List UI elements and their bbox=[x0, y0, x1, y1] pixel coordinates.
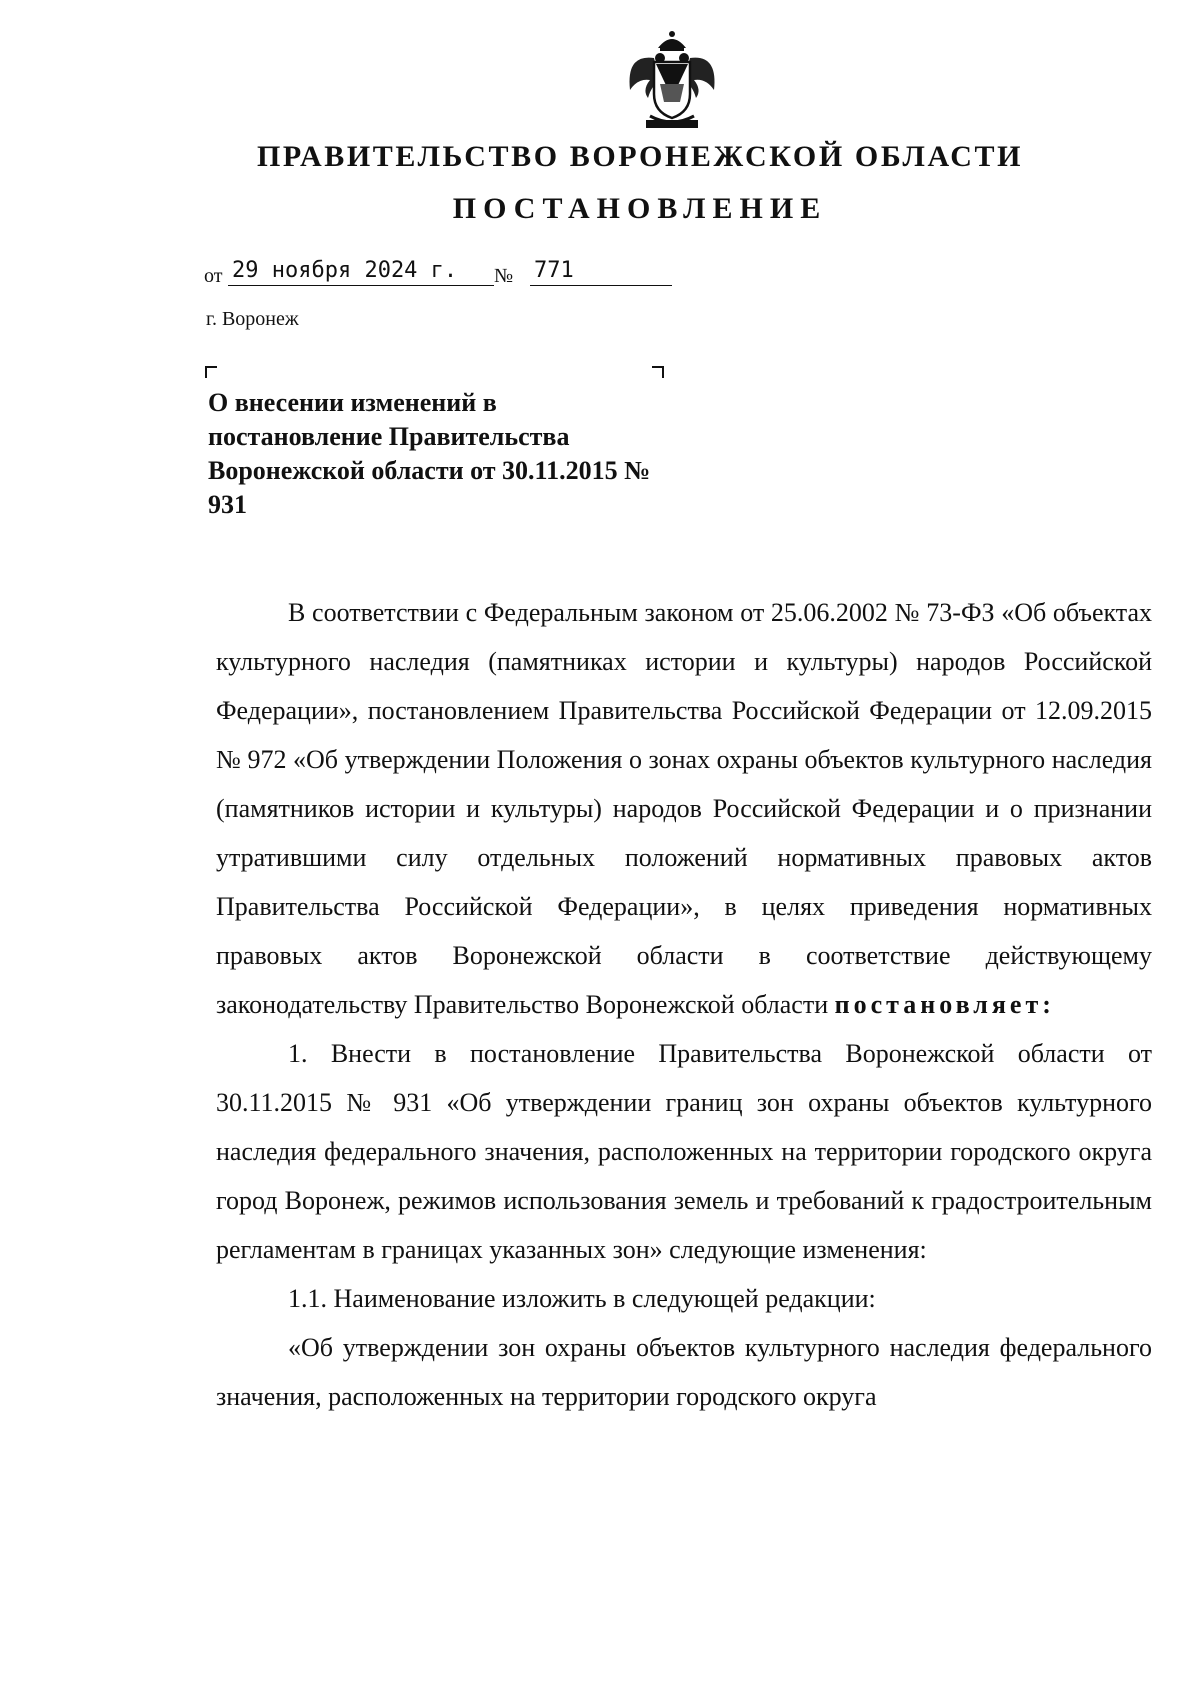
paragraph-item-1: 1. Внести в постановление Правительства Воронежской области от 30.11.2015 № 931 «Об утверждении границ зон охраны объектов культурного наследия федерального значения, расположенных на территории городского округа город Воронеж, режимов использования земель и требований к градостроительным регламентам в границах указанных зон» следующие изменения: bbox=[216, 1039, 1152, 1264]
subject-corner-right bbox=[652, 366, 664, 378]
document-body bbox=[216, 588, 1152, 1421]
document-number: 771 bbox=[530, 257, 672, 286]
preamble-text: В соответствии с Федеральным законом от 25.06.2002 № 73-ФЗ «Об объектах культурного наследия (памятниках истории и культуры) народов Российской Федерации», постановлением Правительства Российской Федерации от 12.09.2015 № 972 «Об утверждении Положения о зонах охраны объектов культурного наследия (памятников истории и культуры) народов Российской Федерации и о признании утратившими силу отдельных положений нормативных правовых актов Правительства Российской Федерации», в целях приведения нормативных правовых актов Воронежской области в соответствие действующему законодательству Правительство Воронежской области bbox=[216, 598, 1152, 1019]
date-number-line bbox=[204, 256, 674, 288]
subject-corner-left bbox=[205, 366, 217, 378]
government-title: ПРАВИТЕЛЬСТВО ВОРОНЕЖСКОЙ ОБЛАСТИ bbox=[256, 140, 1024, 173]
document-subject: О внесении изменений в постановление Правительства Воронежской области от 30.11.2015 № 931 bbox=[208, 388, 651, 519]
document-type-title: ПОСТАНОВЛЕНИЕ bbox=[452, 192, 828, 225]
resolves-word: постановляет: bbox=[834, 990, 1055, 1019]
paragraph-quote: «Об утверждении зон охраны объектов культурного наследия федерального значения, расположенных на территории городского округа bbox=[216, 1333, 1152, 1411]
voronezh-coat-of-arms-icon bbox=[620, 28, 724, 132]
paragraph-preamble bbox=[216, 588, 1152, 1029]
document-date: 29 ноября 2024 г. bbox=[228, 257, 494, 286]
date-prefix: от bbox=[204, 265, 223, 287]
number-prefix: № bbox=[494, 265, 514, 287]
city-label: г. Воронеж bbox=[206, 308, 299, 330]
paragraph-item-1-1: 1.1. Наименование изложить в следующей редакции: bbox=[288, 1284, 876, 1313]
